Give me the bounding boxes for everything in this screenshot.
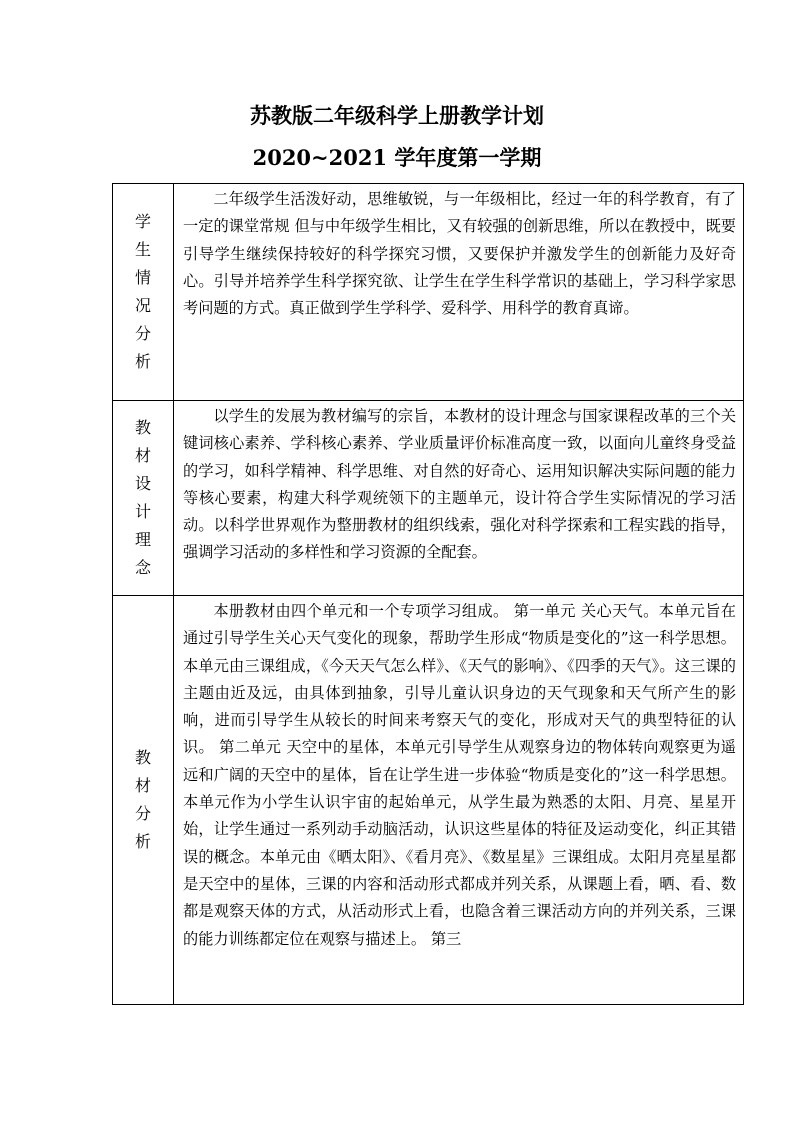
plan-table — [112, 183, 744, 1005]
row-content-textbook-analysis: 本册教材由四个单元和一个专项学习组成。 第一单元 关心天气。本单元旨在通过引导学生关心天气变化的现象，帮助学生形成“物质是变化的”这一科学思想。本单元由三课组成，《今天天气怎么样》、《天气的影响》、《四季的天气》。这三课的主题由近及远，由具体到抽象，引导儿童认识身边的天气现象和天气所产生的影响，进而引导学生从较长的时间来考察天气的变化，形成对天气的典型特征的认识。 第二单元 天空中的星体，本单元引导学生从观察身边的物体转向观察更为遥远和广阔的天空中的星体，旨在让学生进一步体验“物质是变化的”这一科学思想。本单元作为小学生认识宇宙的起始单元，从学生最为熟悉的太阳、月亮、星星开始，让学生通过一系列动手动脑活动，认识这些星体的特征及运动变化，纠正其错误的概念。本单元由《晒太阳》、《看月亮》、《数星星》三课组成。太阳月亮星星都是天空中的星体，三课的内容和活动形式都成并列关系，从课题上看，晒、看、数都是观察天体的方式，从活动形式上看，也隐含着三课活动方向的并列关系，三课的能力训练都定位在观察与描述上。 第三 — [174, 596, 744, 1005]
row-label-student-analysis: 学生情况分析 — [113, 184, 174, 401]
table-row — [113, 401, 744, 596]
table-row — [113, 184, 744, 401]
page-title: 苏教版二年级科学上册教学计划 — [250, 103, 544, 128]
row-label-textbook-analysis: 教材分析 — [113, 596, 174, 1005]
row-content-student-analysis: 二年级学生活泼好动，思维敏锐，与一年级相比，经过一年的科学教育，有了一定的课堂常规 但与中年级学生相比，又有较强的创新思维，所以在教授中，既要引导学生继续保持较好的科学探究习惯，又要保护并激发学生的创新能力及好奇心。引导并培养学生科学探究欲、让学生在学生科学常识的基础上，学习科学家思考问题的方式。真正做到学生学科学、爱科学、用科学的教育真谛。 — [174, 184, 744, 401]
table-row — [113, 596, 744, 1005]
page-subtitle: 2020~2021 学年度第一学期 — [252, 145, 542, 170]
row-label-design-concept: 教材设计理念 — [113, 401, 174, 596]
row-content-design-concept: 以学生的发展为教材编写的宗旨，本教材的设计理念与国家课程改革的三个关键词核心素养、学科核心素养、学业质量评价标准高度一致，以面向儿童终身受益的学习，如科学精神、科学思维、对自然的好奇心、运用知识解决实际问题的能力等核心要素，构建大科学观统领下的主题单元，设计符合学生实际情况的学习活动。以科学世界观作为整册教材的组织线索，强化对科学探索和工程实践的指导，强调学习活动的多样性和学习资源的全配套。 — [174, 401, 744, 596]
